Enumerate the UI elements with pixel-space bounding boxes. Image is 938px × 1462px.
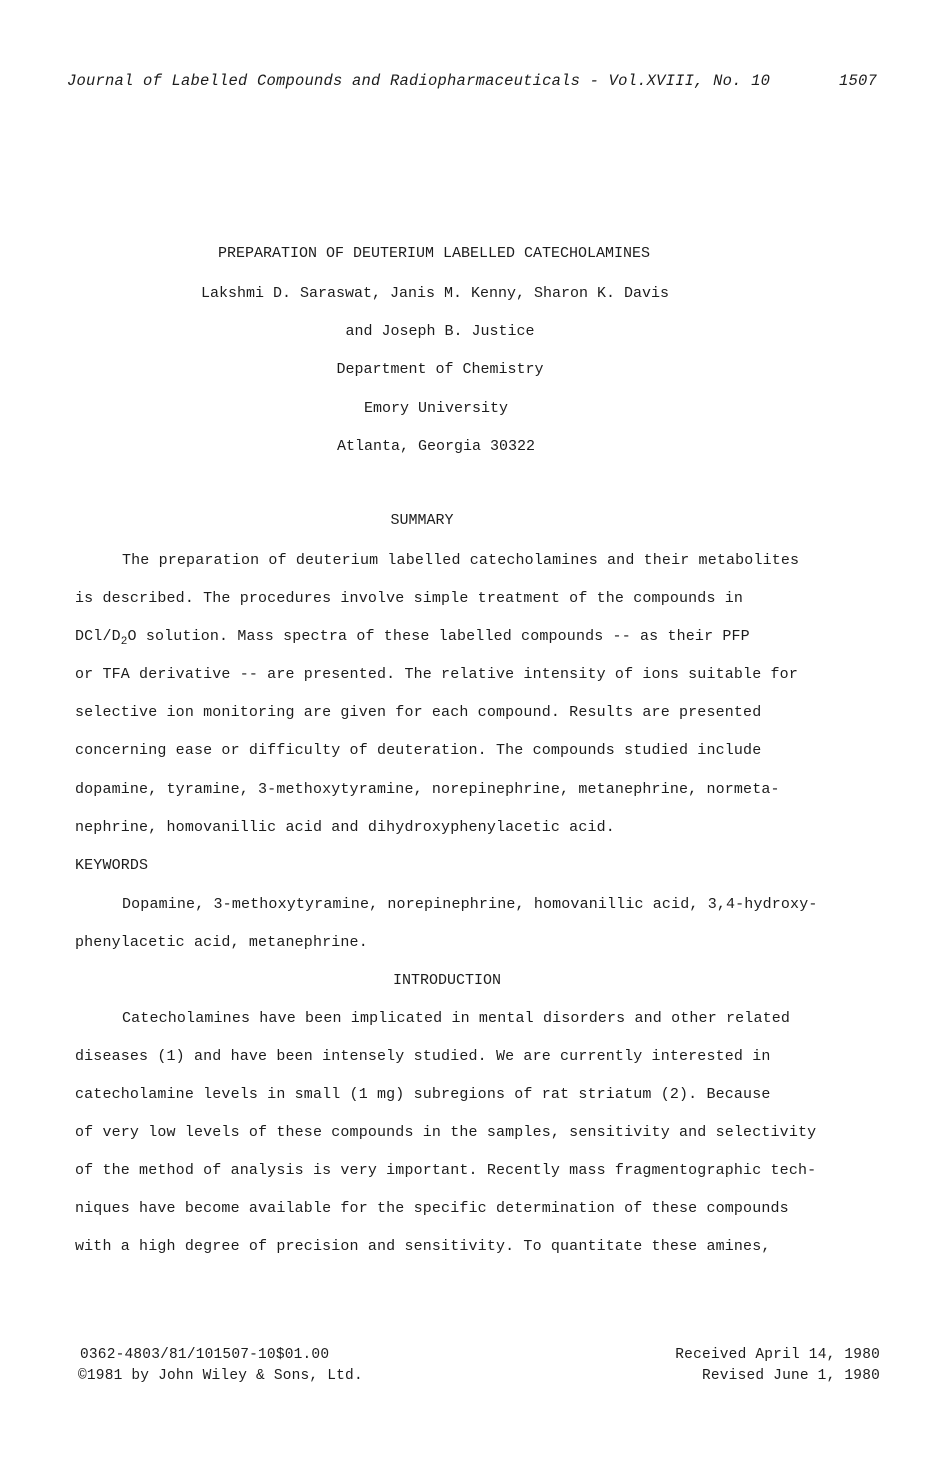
subscript-2: 2 [120, 636, 128, 648]
article-title: PREPARATION OF DEUTERIUM LABELLED CATECHOLAMINES [217, 245, 651, 262]
keywords-line-1: Dopamine, 3-methoxytyramine, norepinephrine, homovanillic acid, 3,4-hydroxy- [122, 896, 818, 913]
summary-line-6: concerning ease or difficulty of deuteration. The compounds studied include [75, 742, 762, 759]
department: Department of Chemistry [336, 361, 544, 378]
authors-line-2: and Joseph B. Justice [345, 323, 535, 340]
summary-line-7: dopamine, tyramine, 3-methoxytyramine, norepinephrine, metanephrine, normeta- [75, 781, 780, 798]
summary-line-1: The preparation of deuterium labelled catecholamines and their metabolites [122, 552, 800, 569]
copyright: ©1981 by John Wiley & Sons, Ltd. [78, 1368, 363, 1384]
introduction-line-7: with a high degree of precision and sensitivity. To quantitate these amines, [75, 1238, 771, 1255]
summary-line-3-b: O solution. Mass spectra of these labelled compounds -- as their PFP [127, 628, 750, 645]
revised-date: Revised June 1, 1980 [701, 1368, 880, 1384]
introduction-line-3: catecholamine levels in small (1 mg) subregions of rat striatum (2). Because [75, 1086, 771, 1103]
summary-line-3-a: DCl/D [75, 628, 121, 645]
summary-line-5: selective ion monitoring are given for each compound. Results are presented [75, 704, 762, 721]
summary-heading: SUMMARY [390, 512, 454, 529]
authors-line-1: Lakshmi D. Saraswat, Janis M. Kenny, Sharon K. Davis [200, 285, 670, 302]
introduction-heading: INTRODUCTION [392, 972, 502, 989]
introduction-line-4: of very low levels of these compounds in the samples, sensitivity and selectivity [75, 1124, 817, 1141]
page-number: 1507 [838, 72, 877, 90]
introduction-line-1: Catecholamines have been implicated in mental disorders and other related [122, 1010, 791, 1027]
summary-line-8: nephrine, homovanillic acid and dihydroxyphenylacetic acid. [75, 819, 615, 836]
journal-title: Journal of Labelled Compounds and Radiopharmaceuticals - Vol.XVIII, No. 10 [67, 72, 771, 90]
introduction-line-5: of the method of analysis is very important. Recently mass fragmentographic tech- [75, 1162, 817, 1179]
received-date: Received April 14, 1980 [675, 1347, 880, 1363]
university: Emory University [363, 400, 509, 417]
summary-line-2: is described. The procedures involve simple treatment of the compounds in [75, 590, 744, 607]
article-code: 0362-4803/81/101507-10$01.00 [80, 1347, 330, 1363]
running-header [67, 72, 877, 90]
introduction-line-2: diseases (1) and have been intensely studied. We are currently interested in [75, 1048, 771, 1065]
summary-line-4: or TFA derivative -- are presented. The relative intensity of ions suitable for [75, 666, 798, 683]
introduction-line-6: niques have become available for the specific determination of these compounds [75, 1200, 789, 1217]
summary-line-3 [75, 628, 750, 648]
keywords-heading: KEYWORDS [75, 857, 149, 874]
location: Atlanta, Georgia 30322 [336, 438, 536, 455]
keywords-line-2: phenylacetic acid, metanephrine. [75, 934, 368, 951]
